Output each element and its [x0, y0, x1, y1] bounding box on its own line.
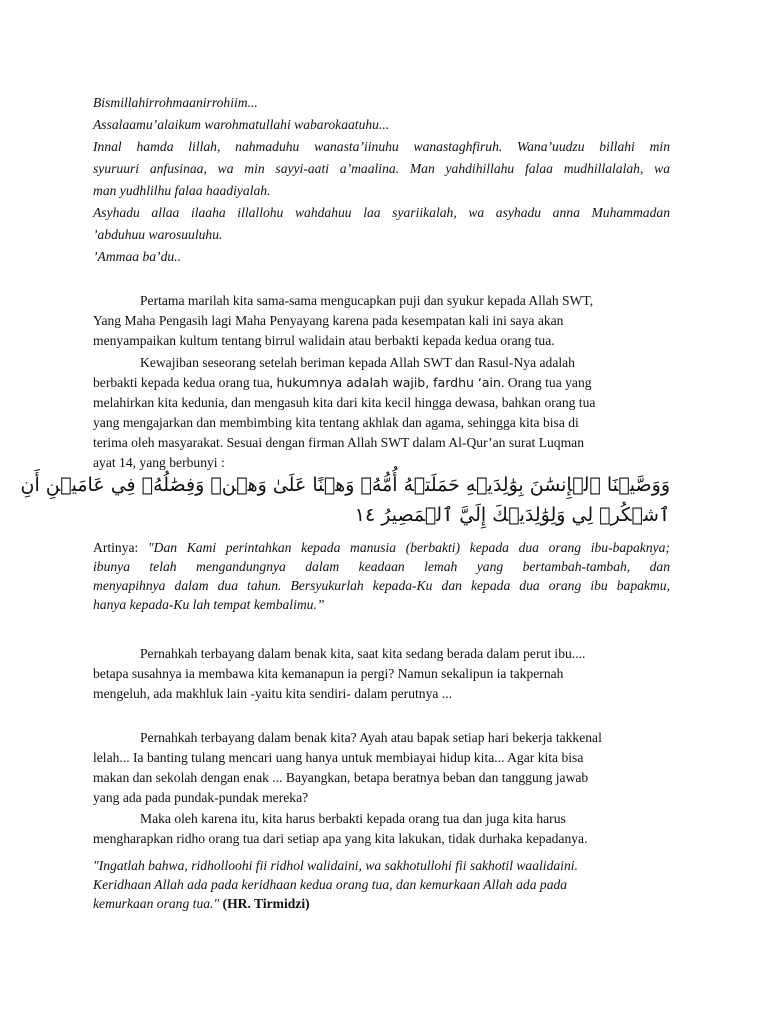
ammaa-badu-line: ’Ammaa ba’du.. — [93, 249, 181, 264]
paragraph-line: Pernahkah terbayang dalam benak kita? Ayah atau bapak setiap hari bekerja takkenal — [140, 730, 602, 745]
paragraph-line — [93, 373, 670, 393]
paragraph-3 — [93, 644, 670, 704]
translation-line: menyapihnya dalam dua tahun. Bersyukurlah kepada-Ku dan kepada dua orang ibu bapakmu, — [93, 578, 670, 593]
quran-verse-luqman-14 — [20, 470, 670, 530]
opening-line-3: Innal hamda lillah, nahmaduhu wanasta’iinuhu wanastaghfiruh. Wana’uudzu billahi min — [93, 139, 670, 154]
paragraph-line: mengharapkan ridho orang tua dari setiap apa yang kita lakukan, tidak durhaka kepadanya. — [93, 831, 588, 846]
hadith-quote — [93, 856, 670, 913]
opening-line-6: Asyhadu allaa ilaaha illallohu wahdahuu laa syariikalah, wa asyhadu anna Muhammadan — [93, 205, 670, 220]
paragraph-line: menyampaikan kultum tentang birrul walidain atau berbakti kepada kedua orang tua. — [93, 333, 555, 348]
paragraph-line: betapa susahnya ia membawa kita kemanapun ia pergi? Namun sekalipun ia takpernah — [93, 666, 564, 681]
paragraph-line: makan dan sekolah dengan enak ... Bayangkan, betapa beratnya beban dan tanggung jawab — [93, 770, 589, 785]
arabic-line-1: وَوَصَّيۡنَا ٱلۡإِنسَٰنَ بِوَٰلِدَيۡهِ حَمَلَتۡهُ أُمُّهُۥ وَهۡنًا عَلَىٰ وَهۡنٖ وَفِصَٰلُهُۥ فِي عَامَيۡنِ أَنِ — [20, 474, 670, 496]
highlight-text: hukumnya adalah wajib, fardhu ‘ain — [276, 375, 501, 390]
translation-line: hanya kepada-Ku lah tempat kembalimu.” — [93, 597, 325, 612]
translation-label: Artinya: — [93, 540, 148, 555]
hadith-line: "Ingatlah bahwa, ridholloohi fii ridhol walidaini, wa sakhotullohi fii sakhotil waalidaini. — [93, 858, 578, 873]
opening-greeting — [93, 92, 670, 268]
paragraph-1 — [93, 291, 670, 351]
paragraph-line: Kewajiban seseorang setelah beriman kepada Allah SWT dan Rasul-Nya adalah — [140, 355, 575, 370]
translation — [93, 538, 670, 614]
paragraph-line: Maka oleh karena itu, kita harus berbakti kepada orang tua dan juga kita harus — [140, 811, 566, 826]
translation-line — [93, 538, 670, 557]
paragraph-line: Pertama marilah kita sama-sama mengucapkan puji dan syukur kepada Allah SWT, — [140, 293, 594, 308]
salam-line: Assalaamu’alaikum warohmatullahi wabarokaatuhu... — [93, 117, 390, 132]
translation-text: "Dan Kami perintahkan kepada manusia (berbakti) kepada dua orang ibu-bapaknya; — [147, 540, 670, 555]
opening-line-7: ’abduhuu warosuuluhu. — [93, 227, 223, 242]
paragraph-4 — [93, 728, 670, 808]
paragraph-line: lelah... Ia banting tulang mencari uang hanya untuk membiayai hidup kita... Agar kita bisa — [93, 750, 584, 765]
hadith-line — [93, 894, 670, 913]
opening-line-5: man yudhlilhu falaa haadiyalah. — [93, 183, 271, 198]
hadith-line: Keridhaan Allah ada pada keridhaan kedua orang tua, dan kemurkaan Allah ada pada — [93, 877, 568, 892]
paragraph-line: Yang Maha Pengasih lagi Maha Penyayang karena pada kesempatan kali ini saya akan — [93, 313, 564, 328]
paragraph-line: melahirkan kita kedunia, dan mengasuh kita dari kita kecil hingga dewasa, bahkan orang tua — [93, 395, 596, 410]
paragraph-2 — [93, 353, 670, 473]
opening-line-4: syuruuri anfusinaa, wa min sayyi-aati a’maalina. Man yahdihillahu falaa mudhillalalah, wa — [93, 161, 670, 176]
paragraph-line: yang mengajarkan dan membimbing kita tentang akhlak dan agama, sehingga kita bisa di — [93, 415, 579, 430]
bismillah-line: Bismillahirrohmaanirrohiim... — [93, 95, 258, 110]
translation-line: ibunya telah mengandungnya dalam keadaan lemah yang bertambah-tambah, dan — [93, 559, 670, 574]
paragraph-line: terima oleh masyarakat. Sesuai dengan firman Allah SWT dalam Al-Qur’an surat Luqman — [93, 435, 584, 450]
paragraph-line: Pernahkah terbayang dalam benak kita, saat kita sedang berada dalam perut ibu.... — [140, 646, 586, 661]
paragraph-text: berbakti kepada kedua orang tua, — [93, 375, 277, 390]
arabic-line-2: ٱشۡكُرۡ لِي وَلِوَٰلِدَيۡكَ إِلَيَّ ٱلۡمَصِيرُ ١٤ — [354, 504, 670, 526]
hadith-text: kemurkaan orang tua." — [93, 896, 223, 911]
paragraph-5 — [93, 809, 670, 849]
paragraph-line: yang ada pada pundak-pundak mereka? — [93, 790, 309, 805]
paragraph-line: ayat 14, yang berbunyi : — [93, 455, 225, 470]
hadith-source: (HR. Tirmidzi) — [222, 896, 310, 911]
paragraph-text: . Orang tua yang — [500, 375, 592, 390]
paragraph-line: mengeluh, ada makhluk lain -yaitu kita sendiri- dalam perutnya ... — [93, 686, 452, 701]
